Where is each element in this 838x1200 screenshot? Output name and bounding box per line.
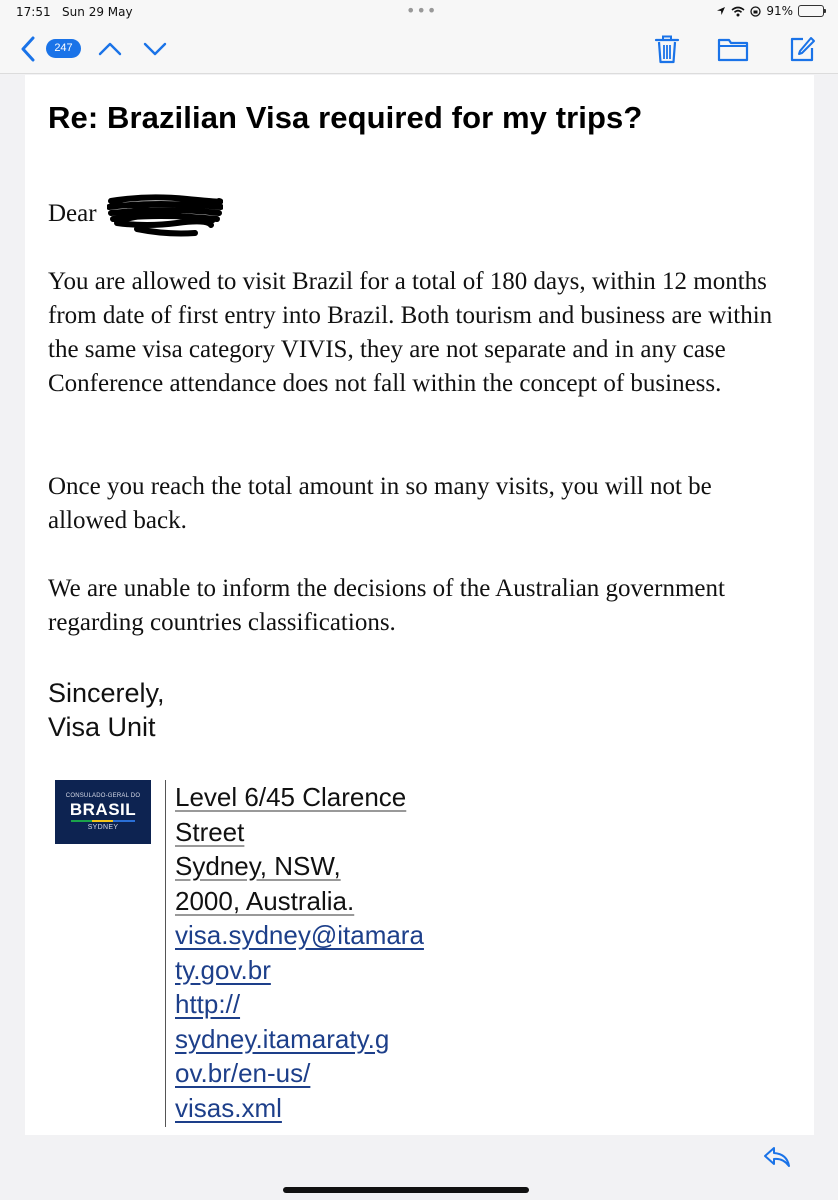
signoff-closing: Sincerely, [48, 678, 165, 708]
email-link[interactable]: ty.gov.br [175, 954, 271, 985]
logo-stripe [71, 820, 135, 822]
battery-icon [798, 5, 824, 17]
paragraph: Once you reach the total amount in so many visits, you will not be allowed back. [48, 473, 712, 534]
paragraph: You are allowed to visit Brazil for a total of 180 days, within 12 months from date of first entry into Brazil. Both tourism and business are within the same visa category VIVIS, they are not separate and in any case Conference attendance does not fall within the concept of business. [48, 268, 773, 397]
paragraph: We are unable to inform the decisions of the Australian government regarding countries classifications. [48, 575, 725, 636]
home-indicator[interactable] [283, 1187, 529, 1193]
clock: 17:51 [16, 5, 51, 19]
address-line[interactable]: Sydney, NSW, [175, 851, 341, 881]
orientation-lock-icon [750, 6, 761, 17]
compose-button[interactable] [787, 34, 817, 64]
email-body [25, 75, 814, 1135]
website-link[interactable]: visas.xml [175, 1092, 282, 1123]
website-link[interactable]: ov.br/en-us/ [175, 1058, 311, 1088]
signoff [48, 676, 448, 744]
consulate-logo [55, 780, 151, 844]
mail-toolbar [0, 24, 838, 74]
redaction-scribble [107, 193, 223, 237]
next-message-button[interactable] [141, 34, 169, 64]
reply-icon [763, 1145, 791, 1169]
compose-icon [788, 35, 816, 63]
logo-sub-text: SYDNEY [87, 824, 119, 831]
logo-top-text: CONSULADO-GERAL DO [65, 793, 141, 799]
email-link[interactable]: visa.sydney@itamara [175, 920, 424, 950]
logo-main-text: BRASIL [69, 800, 137, 819]
status-time [16, 5, 133, 19]
signature-divider [165, 780, 166, 1127]
address-line[interactable]: Level 6/45 Clarence [175, 782, 407, 812]
folder-icon [717, 36, 749, 62]
signature-address [175, 780, 475, 1125]
down-chevron-icon [143, 42, 167, 56]
signoff-sender: Visa Unit [48, 712, 156, 742]
salutation: Dear [48, 200, 97, 227]
email-subject: Re: Brazilian Visa required for my trips? [48, 100, 643, 135]
multitasking-dots[interactable]: ••• [406, 1, 438, 20]
location-icon [716, 6, 726, 16]
status-bar [0, 0, 838, 24]
website-link[interactable]: http:// [175, 989, 241, 1019]
website-link[interactable]: sydney.itamaraty.g [175, 1023, 390, 1054]
previous-message-button[interactable] [96, 34, 124, 64]
status-indicators [716, 4, 824, 18]
address-line[interactable]: 2000, Australia. [175, 885, 355, 916]
back-button[interactable] [16, 34, 40, 64]
move-to-folder-button[interactable] [717, 34, 749, 64]
up-chevron-icon [98, 42, 122, 56]
mailbox-count-badge[interactable]: 247 [46, 39, 81, 58]
bottom-toolbar [0, 1135, 838, 1200]
reply-button[interactable] [763, 1145, 791, 1171]
back-chevron-icon [20, 36, 36, 62]
wifi-icon [731, 6, 745, 17]
battery-percent: 91% [766, 4, 793, 18]
date: Sun 29 May [62, 5, 133, 19]
address-line[interactable]: Street [175, 816, 245, 847]
trash-button[interactable] [653, 34, 681, 64]
trash-icon [654, 34, 680, 64]
